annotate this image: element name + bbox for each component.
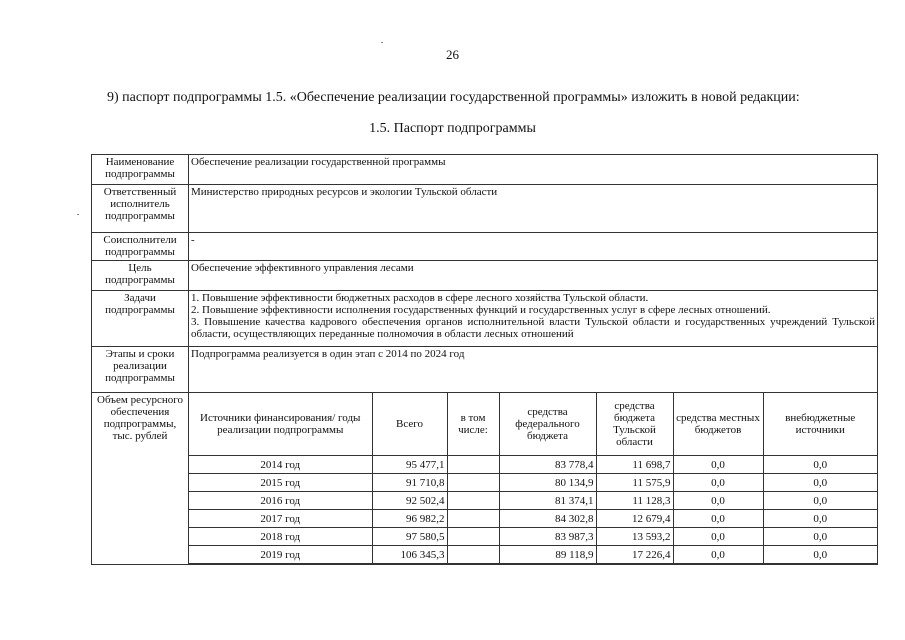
- year-cell: 2014 год: [189, 456, 372, 474]
- row-label: Ответственный исполнитель подпрограммы: [92, 185, 189, 233]
- row-tasks: [92, 291, 878, 347]
- federal-cell: 80 134,9: [499, 474, 596, 492]
- row-stages: [92, 347, 878, 393]
- row-label: Задачи подпрограммы: [92, 291, 189, 347]
- including-cell: [447, 456, 499, 474]
- extra-cell: 0,0: [763, 546, 877, 564]
- total-cell: 97 580,5: [372, 528, 447, 546]
- total-cell: 106 345,3: [372, 546, 447, 564]
- funding-row: [189, 492, 877, 510]
- funding-row: [189, 546, 877, 564]
- federal-cell: 84 302,8: [499, 510, 596, 528]
- row-coexecutors: [92, 233, 878, 261]
- federal-cell: 83 778,4: [499, 456, 596, 474]
- local-cell: 0,0: [673, 546, 763, 564]
- local-cell: 0,0: [673, 528, 763, 546]
- header-regional: средства бюджета Тульской области: [596, 393, 673, 456]
- local-cell: 0,0: [673, 510, 763, 528]
- extra-cell: 0,0: [763, 474, 877, 492]
- year-cell: 2015 год: [189, 474, 372, 492]
- row-responsible: [92, 185, 878, 233]
- intro-paragraph: 9) паспорт подпрограммы 1.5. «Обеспечение реализации государственной программы» изложить в новой редакции:: [107, 90, 800, 105]
- extra-cell: 0,0: [763, 510, 877, 528]
- row-label: Наименование подпрограммы: [92, 155, 189, 185]
- passport-table: [91, 154, 878, 565]
- scan-speck: [77, 214, 79, 215]
- row-name: [92, 155, 878, 185]
- total-cell: 91 710,8: [372, 474, 447, 492]
- row-value: Подпрограмма реализуется в один этап с 2014 по 2024 год: [189, 347, 878, 393]
- task-item: 3. Повышение качества кадрового обеспечения органов исполнительной власти Тульской области и государственных учреждений Тульской области, осуществляющих переданные полномочия в области лесных отношений: [191, 316, 875, 340]
- total-cell: 95 477,1: [372, 456, 447, 474]
- extra-cell: 0,0: [763, 528, 877, 546]
- total-cell: 96 982,2: [372, 510, 447, 528]
- year-cell: 2019 год: [189, 546, 372, 564]
- header-including: в том числе:: [447, 393, 499, 456]
- regional-cell: 11 575,9: [596, 474, 673, 492]
- funding-row: [189, 456, 877, 474]
- including-cell: [447, 474, 499, 492]
- local-cell: 0,0: [673, 474, 763, 492]
- task-item: 1. Повышение эффективности бюджетных расходов в сфере лесного хозяйства Тульской области.: [191, 292, 649, 304]
- regional-cell: 12 679,4: [596, 510, 673, 528]
- row-goal: [92, 261, 878, 291]
- regional-cell: 11 698,7: [596, 456, 673, 474]
- including-cell: [447, 510, 499, 528]
- year-cell: 2018 год: [189, 528, 372, 546]
- local-cell: 0,0: [673, 456, 763, 474]
- funding-cell: [189, 393, 878, 565]
- funding-row: [189, 528, 877, 546]
- year-cell: 2016 год: [189, 492, 372, 510]
- local-cell: 0,0: [673, 492, 763, 510]
- section-title: 1.5. Паспорт подпрограммы: [369, 121, 536, 136]
- year-cell: 2017 год: [189, 510, 372, 528]
- row-label: Объем ресурсного обеспечения подпрограммы, тыс. рублей: [92, 393, 189, 565]
- row-value: Обеспечение реализации государственной программы: [189, 155, 878, 185]
- regional-cell: 11 128,3: [596, 492, 673, 510]
- row-label: Цель подпрограммы: [92, 261, 189, 291]
- including-cell: [447, 528, 499, 546]
- including-cell: [447, 492, 499, 510]
- funding-row: [189, 510, 877, 528]
- federal-cell: 89 118,9: [499, 546, 596, 564]
- row-label: Соисполнители подпрограммы: [92, 233, 189, 261]
- funding-table: [189, 393, 877, 564]
- header-federal: средства федерального бюджета: [499, 393, 596, 456]
- extra-cell: 0,0: [763, 456, 877, 474]
- regional-cell: 13 593,2: [596, 528, 673, 546]
- row-value: Обеспечение эффективного управления лесами: [189, 261, 878, 291]
- federal-cell: 81 374,1: [499, 492, 596, 510]
- row-funding: [92, 393, 878, 565]
- funding-header-row: [189, 393, 877, 456]
- header-sources: Источники финансирования/ годы реализации подпрограммы: [189, 393, 372, 456]
- task-item: 2. Повышение эффективности исполнения государственных функций и государственных услуг в сфере лесных отношений.: [191, 304, 771, 316]
- header-local: средства местных бюджетов: [673, 393, 763, 456]
- total-cell: 92 502,4: [372, 492, 447, 510]
- header-total: Всего: [372, 393, 447, 456]
- including-cell: [447, 546, 499, 564]
- row-value: -: [189, 233, 878, 261]
- header-extrabudget: внебюджетные источники: [763, 393, 877, 456]
- row-value: Министерство природных ресурсов и экологии Тульской области: [189, 185, 878, 233]
- scan-speck: [381, 42, 383, 43]
- extra-cell: 0,0: [763, 492, 877, 510]
- funding-row: [189, 474, 877, 492]
- tasks-list: [189, 291, 878, 347]
- federal-cell: 83 987,3: [499, 528, 596, 546]
- page-number: 26: [446, 47, 459, 62]
- row-label: Этапы и сроки реализации подпрограммы: [92, 347, 189, 393]
- regional-cell: 17 226,4: [596, 546, 673, 564]
